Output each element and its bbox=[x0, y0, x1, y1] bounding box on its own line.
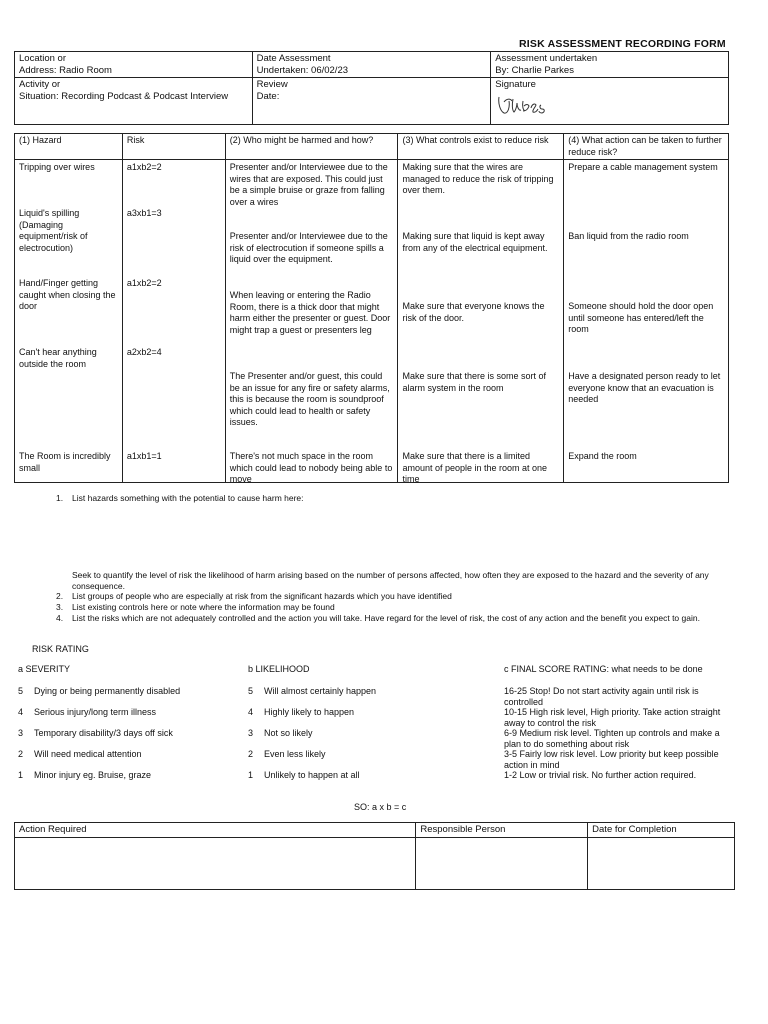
hazard-column-header: (1) Hazard bbox=[15, 134, 123, 160]
likelihood-item: 3 Not so likely bbox=[248, 728, 313, 738]
action-required-input[interactable] bbox=[15, 837, 416, 889]
severity-item: 2 Will need medical attention bbox=[18, 749, 142, 759]
instruction-item-2 bbox=[56, 591, 736, 602]
header-info-table bbox=[14, 51, 729, 125]
action-column-header: (4) What action can be taken to further reduce risk? bbox=[564, 134, 729, 160]
assessor-name: By: Charlie Parkes bbox=[495, 64, 574, 76]
who-harmed-item: Presenter and/or Interviewee due to the risk of electrocution if someone spills a liquid over the equipment. bbox=[229, 231, 388, 264]
risk-rating-title: RISK RATING bbox=[32, 644, 89, 654]
signature-cell bbox=[491, 78, 729, 125]
risk-score: a1xb1=1 bbox=[126, 451, 162, 461]
control-item: Make sure that there is some sort of alarm system in the room bbox=[402, 371, 547, 393]
undertaken-value: Undertaken: 06/02/23 bbox=[256, 64, 349, 76]
date-for-completion-header: Date for Completion bbox=[588, 823, 735, 838]
quantify-instruction: Seek to quantify the level of risk the likelihood of harm arising based on the number of persons affected, how often they are exposed to the hazard and the severity of any consequence. bbox=[72, 570, 709, 591]
handwritten-signature bbox=[495, 93, 555, 117]
assessment-undertaken-label: Assessment undertaken bbox=[495, 53, 598, 64]
who-harmed-item: There's not much space in the room which could lead to nobody being able to move bbox=[229, 451, 393, 484]
hazard-item: Liquid's spilling (Damaging equipment/risk of electrocution) bbox=[19, 208, 88, 253]
action-table-header-row bbox=[15, 823, 735, 838]
who-column-header: (2) Who might be harmed and how? bbox=[225, 134, 398, 160]
situation-value: Situation: Recording Podcast & Podcast Interview bbox=[19, 90, 229, 102]
control-item: Making sure that liquid is kept away from any of the electrical equipment. bbox=[402, 231, 548, 253]
location-cell bbox=[15, 52, 253, 78]
risk-column-header: Risk bbox=[122, 134, 225, 160]
instruction-text: List hazards something with the potential to cause harm here: bbox=[72, 493, 304, 503]
review-cell bbox=[252, 78, 491, 125]
assessment-by-cell bbox=[491, 52, 729, 78]
control-item: Make sure that there is a limited amount of people in the room at one time bbox=[402, 451, 548, 484]
final-score-item: 3-5 Fairly low risk level. Low priority but keep possible action in mind bbox=[504, 749, 719, 770]
date-assessment-cell bbox=[252, 52, 491, 78]
instruction-number: 3. bbox=[56, 602, 64, 612]
likelihood-item: 2 Even less likely bbox=[248, 749, 326, 759]
instruction-item-4 bbox=[56, 613, 736, 624]
likelihood-item: 4 Highly likely to happen bbox=[248, 707, 355, 717]
action-item: Someone should hold the door open until someone has entered/left the room bbox=[568, 301, 714, 334]
who-harmed-item: When leaving or entering the Radio Room, there is a thick door that might harm either the presenter or guest. Door might trap a guest or presenters leg bbox=[229, 290, 391, 335]
instruction-item-3 bbox=[56, 602, 736, 613]
address-value: Address: Radio Room bbox=[19, 64, 112, 76]
date-assessment-label: Date Assessment bbox=[256, 53, 331, 64]
date-for-completion-input[interactable] bbox=[588, 837, 735, 889]
controls-column-header: (3) What controls exist to reduce risk bbox=[398, 134, 564, 160]
instruction-item-1 bbox=[56, 493, 736, 504]
instruction-text: List groups of people who are especially at risk from the significant hazards which you have identified bbox=[72, 591, 452, 601]
risk-score: a2xb2=4 bbox=[126, 347, 162, 357]
review-date-label: Date: bbox=[256, 90, 280, 102]
instruction-text: List existing controls here or note where the information may be found bbox=[72, 602, 335, 612]
hazard-item: The Room is incredibly small bbox=[19, 451, 111, 473]
final-score-item: 6-9 Medium risk level. Tighten up controls and make a plan to do something about risk bbox=[504, 728, 720, 749]
action-item: Ban liquid from the radio room bbox=[568, 231, 689, 241]
likelihood-item: 1 Unlikely to happen at all bbox=[248, 770, 360, 780]
risk-score: a1xb2=2 bbox=[126, 278, 162, 288]
action-item: Have a designated person ready to let everyone know that an evacuation is needed bbox=[568, 371, 721, 404]
hazard-item: Tripping over wires bbox=[19, 162, 95, 172]
action-table-entry-row bbox=[15, 837, 735, 889]
severity-title: a SEVERITY bbox=[18, 664, 71, 674]
severity-item: 3 Temporary disability/3 days off sick bbox=[18, 728, 173, 738]
control-item: Make sure that everyone knows the risk of the door. bbox=[402, 301, 545, 323]
severity-item: 1 Minor injury eg. Bruise, graze bbox=[18, 770, 152, 780]
existing-controls-cell bbox=[398, 160, 564, 483]
severity-item: 5 Dying or being permanently disabled bbox=[18, 686, 181, 696]
activity-label: Activity or bbox=[19, 79, 61, 90]
severity-item: 4 Serious injury/long term illness bbox=[18, 707, 157, 717]
action-required-header: Action Required bbox=[15, 823, 416, 838]
who-harmed-item: The Presenter and/or guest, this could be an issue for any fire or safety alarms, this is because the room is soundproof which could lead to health or safety issues. bbox=[229, 371, 390, 427]
likelihood-title: b LIKELIHOOD bbox=[248, 664, 310, 674]
final-score-item: 10-15 High risk level, High priority. Take action straight away to control the risk bbox=[504, 707, 721, 728]
final-score-item: 1-2 Low or trivial risk. No further action required. bbox=[504, 770, 697, 780]
hazards-cell bbox=[15, 160, 123, 483]
review-label: Review bbox=[256, 79, 288, 90]
instruction-text: List the risks which are not adequately controlled and the action you will take. Have regard for the level of risk, the cost of any action and the benefit you expect to gain. bbox=[72, 613, 700, 623]
signature-label: Signature bbox=[495, 79, 536, 90]
location-label: Location or bbox=[19, 53, 67, 64]
who-harmed-cell bbox=[225, 160, 398, 483]
risk-score: a3xb1=3 bbox=[126, 208, 162, 218]
risk-score: a1xb2=2 bbox=[126, 162, 162, 172]
instruction-number: 2. bbox=[56, 591, 64, 601]
hazard-table-body-row bbox=[15, 160, 729, 483]
hazard-item: Hand/Finger getting caught when closing the door bbox=[19, 278, 116, 311]
score-formula: SO: a x b = c bbox=[354, 802, 407, 812]
responsible-person-input[interactable] bbox=[416, 837, 588, 889]
control-item: Making sure that the wires are managed to reduce the risk of tripping over them. bbox=[402, 162, 554, 195]
hazard-table bbox=[14, 133, 729, 483]
likelihood-item: 5 Will almost certainly happen bbox=[248, 686, 377, 696]
further-action-cell bbox=[564, 160, 729, 483]
risks-cell bbox=[122, 160, 225, 483]
final-score-title: c FINAL SCORE RATING: what needs to be done bbox=[504, 664, 703, 674]
instruction-number: 4. bbox=[56, 613, 64, 623]
form-title: RISK ASSESSMENT RECORDING FORM bbox=[519, 38, 726, 50]
instruction-number: 1. bbox=[56, 493, 64, 503]
final-score-item: 16-25 Stop! Do not start activity again until risk is controlled bbox=[504, 686, 699, 707]
action-item: Expand the room bbox=[568, 451, 637, 461]
action-table bbox=[14, 822, 735, 890]
who-harmed-item: Presenter and/or Interviewee due to the wires that are exposed. This could just be a simple bruise or graze from falling over a wires bbox=[229, 162, 388, 207]
action-item: Prepare a cable management system bbox=[568, 162, 718, 172]
activity-cell bbox=[15, 78, 253, 125]
responsible-person-header: Responsible Person bbox=[416, 823, 588, 838]
hazard-table-header-row bbox=[15, 134, 729, 160]
hazard-item: Can't hear anything outside the room bbox=[19, 347, 97, 369]
